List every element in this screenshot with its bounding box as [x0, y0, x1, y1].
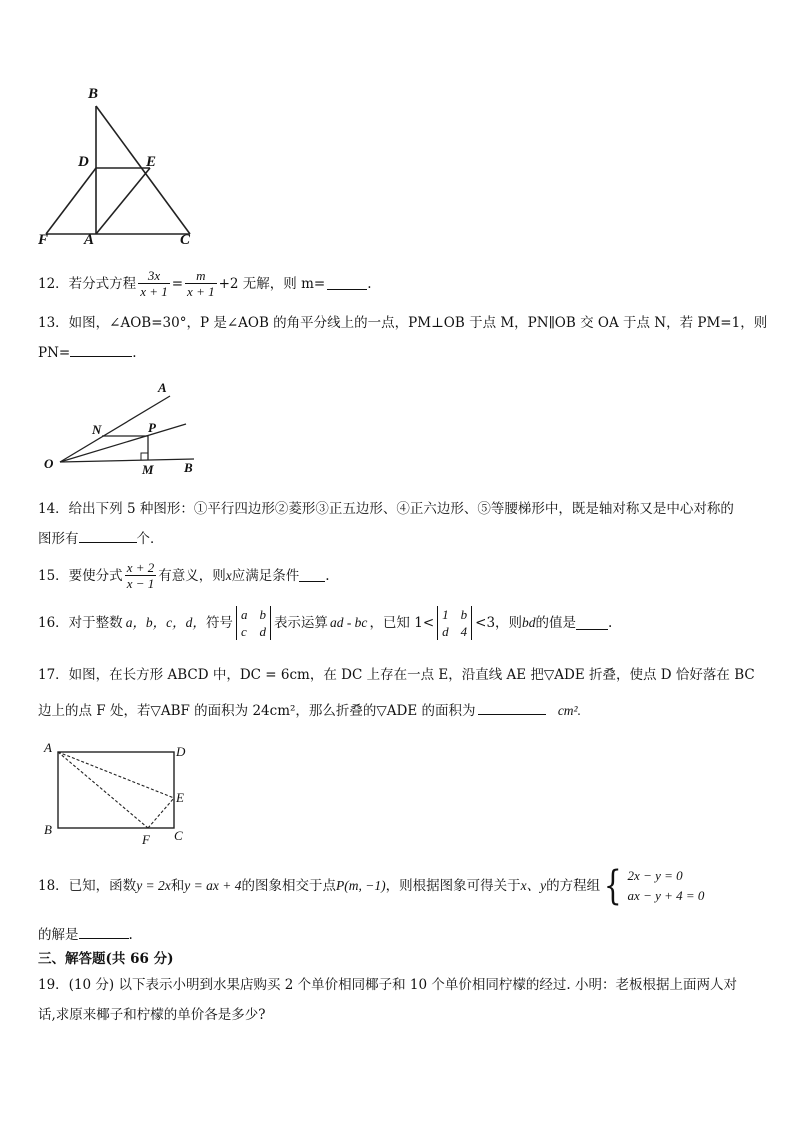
q18-f2: y = ax + 4	[184, 878, 242, 893]
segment-bc	[96, 106, 190, 234]
q12-lhs-num: 3x	[147, 268, 161, 283]
question-14-line1: 14．给出下列 5 种图形：①平行四边形②菱形③正五边形、④正六边形、⑤等腰梯形中，既是轴对称又是中心对称的	[38, 501, 734, 517]
q18-and: 和	[170, 878, 185, 894]
figure-angle-svg	[36, 378, 206, 478]
q16-mid: 表示运算	[273, 615, 328, 631]
q12-fraction-left	[138, 268, 170, 299]
q18-mid: 的图象相交于点	[241, 878, 336, 894]
q12-fraction-right	[185, 268, 217, 299]
det1-b: b	[259, 607, 266, 622]
ray-bisector	[60, 424, 186, 462]
q16-determinant-1	[236, 606, 271, 640]
q16-prefix: 16．对于整数	[38, 615, 123, 631]
q15-prefix: 15．要使分式	[38, 567, 123, 584]
q18-equation-system	[600, 863, 705, 909]
q13-answer-blank	[70, 344, 132, 357]
q16-symbol-text: 符号	[205, 615, 233, 631]
det1-c: c	[240, 624, 247, 639]
q12-answer-blank	[327, 277, 367, 290]
q16-end: .	[608, 615, 613, 631]
q15-mid: 有意义，则	[158, 567, 226, 584]
q14-answer-blank	[79, 530, 137, 543]
q18-mid3: 的方程组	[546, 878, 601, 894]
label-b: B	[88, 86, 99, 102]
figure-triangle-svg	[36, 84, 196, 252]
label-a: A	[44, 740, 52, 755]
q16-determinant-2	[437, 606, 472, 640]
q12-rhs-den: x + 1	[187, 284, 215, 299]
q16-suffix: 的值是	[535, 615, 577, 631]
det1-a: a	[240, 607, 248, 622]
label-p: P	[148, 420, 156, 435]
q16-vars: a，b，c，d，	[125, 615, 206, 630]
q16-answer-blank	[576, 617, 608, 630]
ray-ob	[60, 459, 194, 462]
q12-lhs-den: x + 1	[140, 284, 168, 299]
figure-angle-aob	[36, 378, 206, 478]
segment-fd	[46, 168, 96, 234]
question-18-line1	[38, 863, 705, 909]
q15-var: x	[225, 567, 232, 583]
q18-vars: x、y	[520, 878, 547, 893]
label-m: M	[142, 462, 154, 477]
question-17-line1: 17．如图，在长方形 ABCD 中，DC = 6cm，在 DC 上存在一点 E，沿直线 AE 把▽ADE 折叠，使点 D 恰好落在 BC	[38, 667, 755, 683]
q17-prefix: 边上的点 F 处，若▽ABF 的面积为 24cm²，那么折叠的▽ADE 的面积为	[38, 703, 476, 719]
label-e: E	[146, 154, 157, 170]
question-19-line1: 19．(10 分) 以下表示小明到水果店购买 2 个单价相同椰子和 10 个单价相同柠檬的经过. 小明：老板根据上面两人对	[38, 977, 737, 993]
label-o: O	[44, 456, 54, 471]
segment-ae	[96, 168, 150, 234]
label-d: D	[176, 744, 186, 759]
q17-unit: cm².	[557, 703, 581, 718]
q12-end: .	[367, 275, 372, 292]
segment-ae	[58, 752, 174, 798]
det2-c: d	[442, 624, 449, 639]
label-d: D	[78, 154, 89, 170]
label-n: N	[92, 422, 102, 437]
q17-answer-blank	[478, 702, 546, 715]
figure-rectangle-abcd	[36, 738, 206, 848]
det2-a: 1	[442, 607, 449, 622]
det1-d: d	[259, 624, 266, 639]
segment-fe	[148, 798, 174, 828]
q16-bd: bd	[522, 615, 536, 630]
q13-pn-label: PN=	[38, 345, 71, 361]
question-13-line1: 13．如图，∠AOB=30°，P 是∠AOB 的角平分线上的一点，PM⊥OB 于点 M，PN∥OB 交 OA 于点 N，若 PM=1，则	[38, 315, 768, 331]
q18-prefix: 18．已知，函数	[38, 878, 137, 894]
question-13-line2	[38, 344, 137, 362]
label-f: F	[142, 832, 150, 847]
det2-b: b	[460, 607, 468, 622]
label-a: A	[158, 380, 167, 395]
q13-end: .	[132, 345, 137, 361]
q18-eq2: ax − y + 4 = 0	[627, 888, 705, 903]
q16-op: ad - bc	[329, 615, 368, 630]
q15-suffix: 应满足条件	[231, 567, 300, 584]
right-angle-mark	[141, 453, 148, 460]
figure-triangle-bdefac	[36, 84, 196, 252]
label-b: B	[184, 460, 193, 475]
label-e: E	[176, 790, 184, 805]
q15-den: x − 1	[126, 576, 155, 591]
q15-num: x + 2	[126, 560, 155, 575]
segment-af	[58, 752, 148, 828]
question-15	[38, 560, 330, 591]
q18-answer-blank	[79, 926, 129, 939]
q16-after: <3，则	[475, 615, 523, 631]
q15-end: .	[325, 567, 330, 584]
question-14-line2	[38, 530, 164, 548]
q18-line2-prefix: 的解是	[38, 927, 79, 943]
q18-f1: y = 2x	[136, 878, 171, 893]
q18-end: .	[128, 927, 133, 943]
rectangle-abcd	[58, 752, 174, 828]
question-16	[38, 606, 612, 640]
q15-answer-blank	[299, 569, 325, 582]
det2-d: 4	[460, 624, 468, 639]
q18-mid2: ，则根据图象可得关于	[385, 878, 521, 894]
q12-prefix: 12．若分式方程	[38, 275, 137, 292]
question-18-line2	[38, 926, 133, 944]
question-17-line2	[38, 702, 581, 720]
question-12	[38, 268, 372, 299]
label-f: F	[38, 232, 49, 248]
label-b: B	[44, 822, 52, 837]
q14-suffix: 个．	[136, 531, 164, 547]
q12-rhs-num: m	[196, 268, 206, 283]
q12-eq: =	[171, 275, 184, 292]
q18-point: P(m, −1)	[336, 878, 386, 893]
label-a: A	[84, 232, 95, 248]
q18-eq1: 2x − y = 0	[627, 868, 683, 883]
q15-fraction	[125, 560, 157, 591]
label-c: C	[180, 232, 191, 248]
label-c: C	[174, 828, 183, 843]
q16-known: ，已知 1<	[369, 615, 435, 631]
brace-icon: {	[603, 863, 622, 909]
section-3-title: 三、解答题(共 66 分)	[38, 951, 174, 967]
question-19-line2: 话,求原来椰子和柠檬的单价各是多少?	[38, 1007, 266, 1023]
q12-suffix: +2 无解，则 m=	[218, 275, 326, 292]
q14-prefix: 图形有	[38, 531, 79, 547]
